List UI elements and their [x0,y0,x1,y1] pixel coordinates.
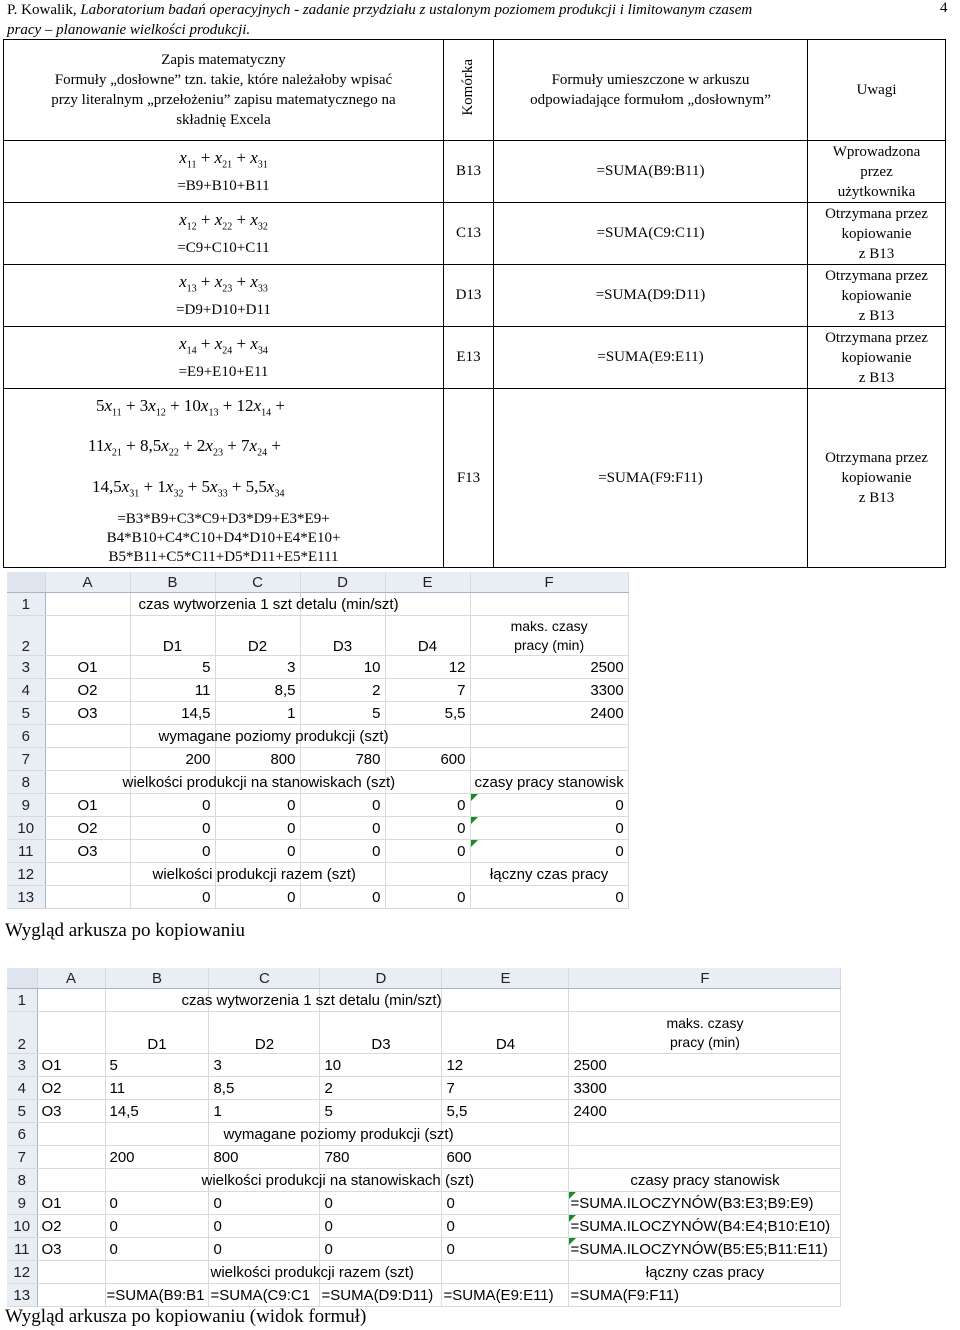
required-cell[interactable]: 200 [130,748,215,771]
production-cell[interactable]: 0 [215,817,300,840]
max-time-header[interactable]: maks. czasy pracy (min) [470,616,628,656]
math-cell: $x_{14} + x_{24} + x_{34}$ =E9+E10+E11 [4,327,444,389]
table-row [4,327,946,389]
time-cell[interactable]: 5 [105,1054,209,1077]
sheet-row [7,1261,841,1284]
station-time-cell[interactable]: 0 [470,840,628,863]
required-label: wymagane poziomy produkcji (szt) [158,728,389,745]
time-cell[interactable]: 5 [320,1100,442,1123]
sheet-row [7,1192,841,1215]
product-header[interactable]: D4 [442,1012,569,1054]
total-cell[interactable]: 0 [385,886,470,909]
sheet-cell[interactable] [209,1123,320,1146]
sheet-formula: =SUMA(C9:C11) [494,203,808,265]
sheet-row [7,679,628,702]
production-cell[interactable]: 0 [215,840,300,863]
required-cell[interactable]: 800 [215,748,300,771]
time-cell[interactable]: 7 [442,1077,569,1100]
sheet-row [7,702,628,725]
production-cell[interactable]: 0 [209,1192,320,1215]
production-cell[interactable]: 0 [105,1238,209,1261]
sheet-cell[interactable] [130,863,356,886]
total-formula[interactable]: =SUMA(E9:E11) [442,1284,569,1307]
caption-after-copy-formulas: Wygląd arkusza po kopiowaniu (widok formuł) [5,1306,367,1327]
select-all-corner[interactable] [7,572,45,593]
row-header[interactable]: 1 [7,989,37,1012]
product-header[interactable]: D1 [130,616,215,656]
production-cell[interactable]: 0 [130,840,215,863]
page-number: 4 [940,0,948,16]
sheet-cell[interactable] [569,1123,841,1146]
sheet-row [7,1238,841,1261]
cell-ref: C13 [444,203,494,265]
row-header[interactable]: 4 [7,679,45,702]
production-cell[interactable]: 0 [105,1215,209,1238]
column-header[interactable]: B [130,572,215,593]
row-header[interactable]: 7 [7,1146,37,1169]
sheet-cell[interactable] [45,886,130,909]
sheet-cell[interactable] [209,1261,320,1284]
column-header[interactable]: B [105,968,209,989]
sheet-row [7,748,628,771]
header-cell: Komórka [444,40,494,141]
time-cell[interactable]: 2 [320,1077,442,1100]
total-label: wielkości produkcji razem (szt) [210,1264,414,1281]
time-cell[interactable]: 1 [215,702,300,725]
spreadsheet-formulas [7,968,841,1307]
row-header[interactable]: 13 [7,886,45,909]
time-title: czas wytworzenia 1 szt detalu (min/szt) [138,596,399,613]
production-cell[interactable]: 0 [385,794,470,817]
sheet-cell[interactable] [45,771,130,794]
sheet-row [7,1100,841,1123]
product-header[interactable]: D2 [215,616,300,656]
station-label[interactable]: O3 [37,1100,105,1123]
max-time-cell[interactable]: 2500 [470,656,628,679]
product-header[interactable]: D3 [300,616,385,656]
row-header[interactable]: 5 [7,702,45,725]
sheet-cell[interactable] [385,863,470,886]
station-label[interactable]: O2 [37,1077,105,1100]
note-cell: Otrzymana przez kopiowanie z B13 [808,265,946,327]
caption-after-copy: Wygląd arkusza po kopiowaniu [5,920,245,941]
sheet-cell[interactable] [300,593,385,616]
station-label[interactable]: O3 [45,840,130,863]
total-formula[interactable]: =SUMA(D9:D11) [320,1284,442,1307]
sheet-cell[interactable] [130,725,389,748]
row-header[interactable]: 13 [7,1284,37,1307]
time-cell[interactable]: 5 [130,656,215,679]
sheet-cell[interactable] [45,616,130,656]
station-label[interactable]: O1 [37,1192,105,1215]
formula-table-header-row [4,40,946,141]
sheet-row [7,616,628,656]
row-header[interactable]: 11 [7,1238,37,1261]
table-row [4,141,946,203]
total-cell[interactable]: 0 [300,886,385,909]
sheet-cell[interactable] [105,1123,454,1146]
math-cell: $x_{13} + x_{23} + x_{33}$ =D9+D10+D11 [4,265,444,327]
production-cell[interactable]: 0 [320,1238,442,1261]
sheet-cell[interactable] [470,593,628,616]
math-cell: $5x_{11} + 3x_{12} + 10x_{13} + 12x_{14}$ + $11x_{21} + 8,5x_{22} + 2x_{23} + 7x_{24}$ + $14,5x_{31} + 1x_{32} + 5x_{33} + 5,5x_{34}$ =B3*B9+C3*C9+D3*D9+E3*E9+ B4*B10+C4*C10+D4*D10+E4*E10+ B5*B11+C5*C11+D5*D11+E5*E111 [4,389,444,568]
max-time-cell[interactable]: 3300 [569,1077,841,1100]
sheet-cell[interactable] [45,748,130,771]
time-cell[interactable]: 8,5 [215,679,300,702]
total-formula[interactable]: =SUMA(C9:C1 [209,1284,320,1307]
station-time-formula[interactable]: =SUMA.ILOCZYNÓW(B4:E4;B10:E10) [569,1215,841,1238]
row-header[interactable]: 2 [7,616,45,656]
production-cell[interactable]: 0 [130,794,215,817]
station-label[interactable]: O3 [37,1238,105,1261]
time-cell[interactable]: 11 [130,679,215,702]
time-cell[interactable]: 3 [209,1054,320,1077]
sheet-cell[interactable] [130,593,399,616]
sheet-cell[interactable] [300,725,385,748]
math-cell: $x_{11} + x_{21} + x_{31}$ =B9+B10+B11 [4,141,444,203]
header-math-notation: Zapis matematyczny Formuły „dosłowne” tzn. takie, które należałoby wpisać przy literalnym „przełożeniu” zapisu matematycznego na składnię Excela [4,40,444,141]
sheet-cell[interactable] [442,989,569,1012]
sheet-row [7,1054,841,1077]
required-cell[interactable]: 600 [385,748,470,771]
total-cell[interactable]: 0 [215,886,300,909]
time-cell[interactable]: 5,5 [385,702,470,725]
sheet-cell[interactable] [37,1261,105,1284]
total-time-cell[interactable]: 0 [470,886,628,909]
sheet-cell[interactable] [209,989,320,1012]
station-label[interactable]: O2 [37,1215,105,1238]
sheet-cell[interactable] [37,1169,105,1192]
sheet-row [7,1284,841,1307]
time-cell[interactable]: 14,5 [105,1100,209,1123]
time-cell[interactable]: 5,5 [442,1100,569,1123]
required-cell[interactable]: 780 [300,748,385,771]
sheet-row [7,840,628,863]
required-cell[interactable]: 600 [442,1146,569,1169]
sheet-cell[interactable] [320,1261,442,1284]
sheet-row [7,794,628,817]
header-sheet-formulas: Formuły umieszczone w arkuszu odpowiadające formułom „dosłownym” [494,40,808,141]
station-label[interactable]: O1 [45,656,130,679]
sheet-cell[interactable] [215,725,300,748]
sheet-cell[interactable] [320,1169,442,1192]
time-cell[interactable]: 10 [300,656,385,679]
sheet-row [7,725,628,748]
time-cell[interactable]: 10 [320,1054,442,1077]
table-row [4,203,946,265]
math-cell: $x_{12} + x_{22} + x_{32}$ =C9+C10+C11 [4,203,444,265]
sheet-formula: =SUMA(F9:F11) [494,389,808,568]
row-header[interactable]: 2 [7,1012,37,1054]
column-header[interactable]: D [300,572,385,593]
row-header[interactable]: 6 [7,1123,37,1146]
row-header[interactable]: 5 [7,1100,37,1123]
row-header[interactable]: 12 [7,863,45,886]
production-label: wielkości produkcji na stanowiskach (szt) [122,774,396,791]
production-cell[interactable]: 0 [442,1192,569,1215]
production-cell[interactable]: 0 [300,817,385,840]
production-cell[interactable]: 0 [105,1192,209,1215]
sheet-cell[interactable] [215,593,300,616]
max-time-cell[interactable]: 2400 [470,702,628,725]
sheet-row [7,886,628,909]
station-time-formula[interactable]: =SUMA.ILOCZYNÓW(B3:E3;B9:E9) [569,1192,841,1215]
sheet-cell[interactable] [105,1261,414,1284]
time-title: czas wytworzenia 1 szt detalu (min/szt) [181,992,442,1009]
sheet-cell[interactable] [320,1123,442,1146]
column-header[interactable]: C [215,572,300,593]
row-header[interactable]: 3 [7,1054,37,1077]
time-cell[interactable]: 1 [209,1100,320,1123]
sheet-cell[interactable] [442,1261,569,1284]
sheet-cell[interactable] [105,989,442,1012]
sheet-cell[interactable] [470,748,628,771]
column-header-row [7,968,841,989]
sheet-row [7,1215,841,1238]
sheet-row [7,989,841,1012]
sheet-row [7,817,628,840]
station-label[interactable]: O2 [45,817,130,840]
total-time-label[interactable]: łączny czas pracy [470,863,628,886]
product-header[interactable]: D4 [385,616,470,656]
total-time-label[interactable]: łączny czas pracy [569,1261,841,1284]
note-cell: Otrzymana przez kopiowanie z B13 [808,203,946,265]
row-header[interactable]: 12 [7,1261,37,1284]
sheet-cell[interactable] [569,989,841,1012]
time-cell[interactable]: 11 [105,1077,209,1100]
row-header[interactable]: 7 [7,748,45,771]
production-cell[interactable]: 0 [130,817,215,840]
sheet-cell[interactable] [45,863,130,886]
header-title-cont: pracy – planowanie wielkości produkcji. [7,22,251,38]
row-header[interactable]: 1 [7,593,45,616]
station-time-cell[interactable]: 0 [470,794,628,817]
production-cell[interactable]: 0 [300,794,385,817]
production-cell[interactable]: 0 [320,1192,442,1215]
sheet-cell[interactable] [37,1012,105,1054]
product-header[interactable]: D3 [320,1012,442,1054]
row-header[interactable]: 4 [7,1077,37,1100]
station-label[interactable]: O3 [45,702,130,725]
production-cell[interactable]: 0 [209,1215,320,1238]
station-time-cell[interactable]: 0 [470,817,628,840]
sheet-cell[interactable] [385,725,470,748]
total-time-formula[interactable]: =SUMA(F9:F11) [569,1284,841,1307]
note-cell: Wprowadzona przez użytkownika [808,141,946,203]
sheet-row [7,1012,841,1054]
column-header[interactable]: E [385,572,470,593]
row-header[interactable]: 3 [7,656,45,679]
sheet-cell[interactable] [37,989,105,1012]
cell-ref: D13 [444,265,494,327]
column-header[interactable]: A [45,572,130,593]
total-label: wielkości produkcji razem (szt) [152,866,356,883]
column-header[interactable]: D [320,968,442,989]
product-header[interactable]: D1 [105,1012,209,1054]
row-header[interactable]: 10 [7,817,45,840]
spreadsheet-values [7,572,629,909]
production-cell[interactable]: 0 [442,1238,569,1261]
sheet-cell[interactable] [470,725,628,748]
sheet-cell[interactable] [300,771,385,794]
production-cell[interactable]: 0 [300,840,385,863]
sheet-cell[interactable] [385,593,470,616]
station-label[interactable]: O1 [45,794,130,817]
max-time-cell[interactable]: 2400 [569,1100,841,1123]
sheet-row [7,771,628,794]
time-cell[interactable]: 12 [385,656,470,679]
sheet-row [7,863,628,886]
station-label[interactable]: O2 [45,679,130,702]
product-header[interactable]: D2 [209,1012,320,1054]
row-header[interactable]: 9 [7,794,45,817]
sheet-cell[interactable] [320,989,442,1012]
time-cell[interactable]: 14,5 [130,702,215,725]
sheet-row [7,1169,841,1192]
select-all-corner[interactable] [7,968,37,989]
row-header[interactable]: 10 [7,1215,37,1238]
header-notes: Uwagi [808,40,946,141]
max-time-header[interactable]: maks. czasy pracy (min) [569,1012,841,1054]
required-cell[interactable]: 200 [105,1146,209,1169]
note-cell: Otrzymana przez kopiowanie z B13 [808,389,946,568]
production-cell[interactable]: 0 [385,840,470,863]
sheet-cell[interactable] [385,771,470,794]
sheet-cell[interactable] [37,1146,105,1169]
formula-table [3,39,946,568]
row-header[interactable]: 11 [7,840,45,863]
sheet-cell[interactable] [215,771,300,794]
time-cell[interactable]: 7 [385,679,470,702]
sheet-cell[interactable] [122,771,396,794]
production-cell[interactable]: 0 [442,1215,569,1238]
production-cell[interactable]: 0 [209,1238,320,1261]
header-author: P. Kowalik, [7,2,81,18]
column-header[interactable]: F [569,968,841,989]
column-header-row [7,572,628,593]
sheet-cell[interactable] [45,593,130,616]
sheet-cell[interactable] [569,1146,841,1169]
time-cell[interactable]: 8,5 [209,1077,320,1100]
sheet-formula: =SUMA(D9:D11) [494,265,808,327]
column-header[interactable]: F [470,572,628,593]
row-header[interactable]: 6 [7,725,45,748]
sheet-cell[interactable] [37,1123,105,1146]
sheet-cell[interactable] [215,863,300,886]
sheet-cell[interactable] [300,863,385,886]
time-cell[interactable]: 3 [215,656,300,679]
sheet-formula: =SUMA(B9:B11) [494,141,808,203]
column-header[interactable]: C [209,968,320,989]
sheet-row [7,593,628,616]
cell-ref: E13 [444,327,494,389]
sheet-row [7,656,628,679]
column-header[interactable]: A [37,968,105,989]
column-header[interactable]: E [442,968,569,989]
production-label: wielkości produkcji na stanowiskach (szt) [201,1172,475,1189]
total-cell[interactable]: 0 [130,886,215,909]
page-header [7,0,897,40]
time-cell[interactable]: 5 [300,702,385,725]
sheet-cell[interactable] [442,1123,569,1146]
sheet-cell[interactable] [45,725,130,748]
sheet-cell[interactable] [209,1169,320,1192]
required-label: wymagane poziomy produkcji (szt) [223,1126,454,1143]
production-cell[interactable]: 0 [385,817,470,840]
cell-ref: B13 [444,141,494,203]
table-row [4,389,946,568]
required-cell[interactable]: 800 [209,1146,320,1169]
sheet-cell[interactable] [37,1284,105,1307]
row-header[interactable]: 8 [7,1169,37,1192]
time-cell[interactable]: 2 [300,679,385,702]
sheet-row [7,1123,841,1146]
table-row [4,265,946,327]
sheet-cell[interactable] [105,1169,475,1192]
sheet-row [7,1077,841,1100]
header-title: Laboratorium badań operacyjnych - zadanie przydziału z ustalonym poziomem produkcji i limitowanym czasem [80,2,753,18]
production-cell[interactable]: 0 [320,1215,442,1238]
sheet-row [7,1146,841,1169]
sheet-cell[interactable] [442,1169,569,1192]
station-label[interactable]: O1 [37,1054,105,1077]
required-cell[interactable]: 780 [320,1146,442,1169]
station-time-label[interactable]: czasy pracy stanowisk [569,1169,841,1192]
production-cell[interactable]: 0 [215,794,300,817]
station-time-label[interactable]: czasy pracy stanowisk [470,771,628,794]
station-time-formula[interactable]: =SUMA.ILOCZYNÓW(B5:E5;B11:E11) [569,1238,841,1261]
max-time-cell[interactable]: 2500 [569,1054,841,1077]
cell-ref: F13 [444,389,494,568]
max-time-cell[interactable]: 3300 [470,679,628,702]
time-cell[interactable]: 12 [442,1054,569,1077]
total-formula[interactable]: =SUMA(B9:B1 [105,1284,209,1307]
row-header[interactable]: 9 [7,1192,37,1215]
sheet-formula: =SUMA(E9:E11) [494,327,808,389]
row-header[interactable]: 8 [7,771,45,794]
note-cell: Otrzymana przez kopiowanie z B13 [808,327,946,389]
